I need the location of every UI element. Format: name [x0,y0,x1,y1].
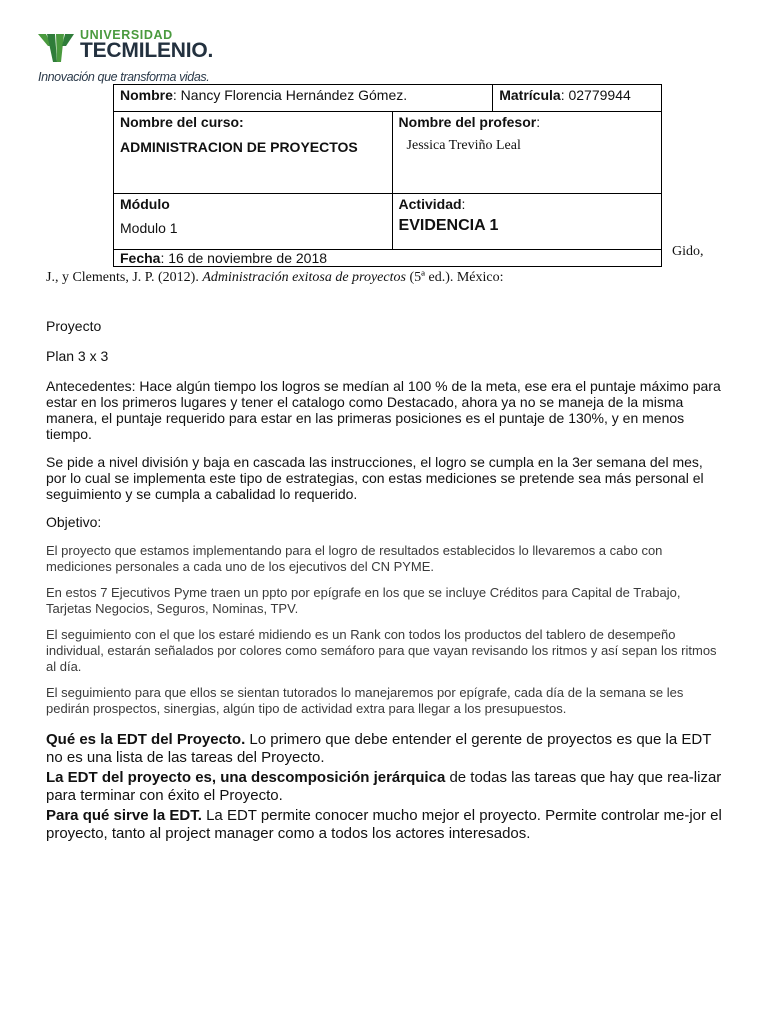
edt-definicion-paragraph [46,769,726,805]
profesor-value: Jessica Treviño Leal [406,138,521,153]
reference-part-3: (5ª ed.). México: [405,270,504,285]
reference-line [46,270,504,286]
edt-definicion-text: de todas las tareas que hay que rea-lizar para terminar con éxito el Proyecto. [46,769,722,804]
actividad-cell [392,194,661,250]
document-body [46,318,726,843]
profesor-colon: : [536,114,541,130]
edt-definicion-bold: La EDT del proyecto es, una descomposición jerárquica [46,769,446,786]
modulo-value: Modulo 1 [120,220,178,236]
nombre-label: Nombre [120,87,173,103]
edt-que-es-bold: Qué es la EDT del Proyecto. [46,731,246,748]
objetivo-heading: Objetivo: [46,514,102,530]
modulo-label: Módulo [120,196,170,212]
profesor-cell [392,112,661,194]
nombre-value: : Nancy Florencia Hernández Gómez. [172,87,408,103]
reference-part-1: Gido, [672,244,704,259]
fecha-cell [114,250,662,267]
antecedentes-paragraph: Antecedentes: Hace algún tiempo los logros se medían al 100 % de la meta, ese era el puntaje máximo para estar en los primeros lugares y tener el catalogo como Destacado, ahora ya no se maneja de la misma manera, el puntaje requerido para estar en las primeras posiciones es el puntaje de 130%, y en menos tiempo. [46,378,721,442]
modulo-cell [114,194,393,250]
cascada-paragraph: Se pide a nivel división y baja en cascada las instrucciones, el logro se cumpla en la 3er semana del mes, por lo cual se implementa este tipo de estrategias, con estas mediciones se pretende sea más personal el seguimiento y se cumpla a cabalidad lo requerido. [46,454,704,502]
matricula-cell [493,85,662,112]
student-info-table [113,84,662,267]
logo-tagline: Innovación que transforma vidas. [38,70,210,84]
objetivo-paragraph-3: El seguimiento con el que los estaré midiendo es un Rank con todos los productos del tablero de desempeño individual, estarán señalados por colores como semáforo para que vayan revisando los ritmos y así sepan los ritmos al día. [46,627,717,674]
objetivo-paragraph-4: El seguimiento para que ellos se sientan tutorados lo manejaremos por epígrafe, cada día de la semana se les pedirán prospectos, sinergias, algún tipo de actividad extra para llegar a los presupuestos. [46,685,684,716]
actividad-colon: : [461,196,466,212]
edt-que-es-text: Lo primero que debe entender el gerente de proyectos es que la EDT no es una lista de las tareas del Proyecto. [46,731,712,766]
edt-sirve-paragraph [46,807,726,843]
tecmilenio-mark-icon [38,32,76,64]
fecha-value: : 16 de noviembre de 2018 [160,250,328,266]
actividad-label: Actividad [398,196,462,212]
profesor-label: Nombre del profesor [398,114,537,130]
fecha-label: Fecha [120,250,161,266]
matricula-label: Matrícula [499,87,561,103]
curso-cell [114,112,393,194]
actividad-value: EVIDENCIA 1 [398,217,499,234]
edt-sirve-bold: Para qué sirve la EDT. [46,807,202,824]
curso-value: ADMINISTRACION DE PROYECTOS [120,139,358,155]
objetivo-paragraph-1: El proyecto que estamos implementando para el logro de resultados establecidos lo llevaremos a cabo con mediciones personales a cada uno de los ejecutivos del CN PYME. [46,543,663,574]
objetivo-paragraph-2: En estos 7 Ejecutivos Pyme traen un ppto por epígrafe en los que se incluye Créditos para Capital de Trabajo, Tarjetas Negocios, Seguros, Nominas, TPV. [46,585,681,616]
edt-sirve-text: La EDT permite conocer mucho mejor el proyecto. Permite controlar me-jor el proyecto, tanto al project manager como a todos los actores interesados. [46,807,722,842]
logo-line-2: TECMILENIO. [80,39,214,62]
reference-title: Administración exitosa de proyectos [202,270,406,285]
nombre-cell [114,85,493,112]
university-logo [38,28,238,84]
section-proyecto: Proyecto [46,318,102,334]
matricula-value: : 02779944 [560,87,631,103]
curso-label: Nombre del curso: [120,114,244,130]
reference-part-2: J., y Clements, J. P. (2012). [46,270,203,285]
logo-line-1: UNIVERSIDAD [80,28,173,42]
edt-que-es-paragraph [46,731,726,767]
section-plan: Plan 3 x 3 [46,348,109,364]
